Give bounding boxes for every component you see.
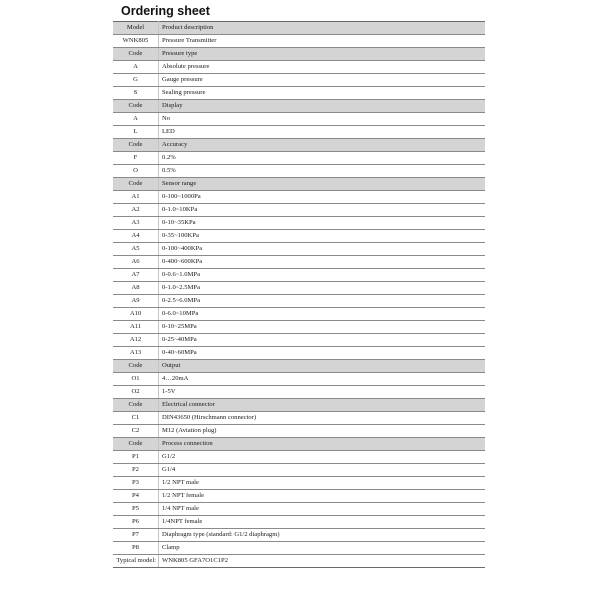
- description-cell: Sealing pressure: [159, 87, 486, 100]
- code-cell: A13: [113, 347, 159, 360]
- description-cell: 0-400~600KPa: [159, 256, 486, 269]
- code-cell: A11: [113, 321, 159, 334]
- description-cell: 0.5%: [159, 165, 486, 178]
- description-cell: 0-2.5~6.0MPa: [159, 295, 486, 308]
- table-row: [113, 230, 485, 243]
- table-row: [113, 295, 485, 308]
- code-cell: WNK805: [113, 35, 159, 48]
- table-section-header-row: [113, 438, 485, 451]
- code-cell: O: [113, 165, 159, 178]
- description-cell: 0.2%: [159, 152, 486, 165]
- description-cell: Display: [159, 100, 486, 113]
- code-cell: G: [113, 74, 159, 87]
- code-cell: L: [113, 126, 159, 139]
- description-cell: Electrical connector: [159, 399, 486, 412]
- sheet-title: Ordering sheet: [121, 4, 210, 18]
- table-section-header-row: [113, 178, 485, 191]
- ordering-table: [113, 21, 485, 568]
- code-cell: P8: [113, 542, 159, 555]
- description-cell: 0-10~35KPa: [159, 217, 486, 230]
- typical-model-label: Typical model:: [113, 555, 159, 568]
- table-row: [113, 503, 485, 516]
- code-cell: A: [113, 61, 159, 74]
- code-cell: A5: [113, 243, 159, 256]
- table-row: [113, 204, 485, 217]
- code-cell: P1: [113, 451, 159, 464]
- typical-model-value: WNK805 GFA7O1C1P2: [159, 555, 486, 568]
- description-cell: 0-6.0~10MPa: [159, 308, 486, 321]
- code-cell: Code: [113, 178, 159, 191]
- code-cell: C2: [113, 425, 159, 438]
- code-cell: C1: [113, 412, 159, 425]
- code-cell: P7: [113, 529, 159, 542]
- table-row: [113, 282, 485, 295]
- code-cell: F: [113, 152, 159, 165]
- description-cell: 0-100~400KPa: [159, 243, 486, 256]
- code-cell: O2: [113, 386, 159, 399]
- table-row: [113, 126, 485, 139]
- code-cell: A10: [113, 308, 159, 321]
- description-cell: Pressure type: [159, 48, 486, 61]
- table-row: [113, 269, 485, 282]
- table-row: [113, 165, 485, 178]
- code-cell: A8: [113, 282, 159, 295]
- description-cell: 1/4 NPT male: [159, 503, 486, 516]
- code-cell: A: [113, 113, 159, 126]
- table-section-header-row: [113, 360, 485, 373]
- table-row: [113, 412, 485, 425]
- code-cell: Code: [113, 399, 159, 412]
- description-cell: M12 (Aviation plug): [159, 425, 486, 438]
- code-cell: O1: [113, 373, 159, 386]
- table-row: [113, 451, 485, 464]
- table-row: [113, 464, 485, 477]
- description-cell: 0-100~1000Pa: [159, 191, 486, 204]
- code-cell: P6: [113, 516, 159, 529]
- code-cell: P3: [113, 477, 159, 490]
- description-cell: Diaphragm type (standard: G1/2 diaphragm): [159, 529, 486, 542]
- code-cell: P2: [113, 464, 159, 477]
- description-cell: DIN43650 (Hirschmann connector): [159, 412, 486, 425]
- table-row: [113, 35, 485, 48]
- code-cell: P4: [113, 490, 159, 503]
- table-row: [113, 191, 485, 204]
- description-cell: 1/4NPT female: [159, 516, 486, 529]
- code-cell: A2: [113, 204, 159, 217]
- table-section-header-row: [113, 399, 485, 412]
- code-cell: A9: [113, 295, 159, 308]
- code-cell: Code: [113, 139, 159, 152]
- table-row: [113, 152, 485, 165]
- table-row: [113, 308, 485, 321]
- table-row: [113, 516, 485, 529]
- code-cell: Code: [113, 360, 159, 373]
- description-cell: G1/2: [159, 451, 486, 464]
- description-cell: G1/4: [159, 464, 486, 477]
- table-section-header-row: [113, 22, 485, 35]
- code-cell: Code: [113, 48, 159, 61]
- table-row: [113, 256, 485, 269]
- table-row: [113, 61, 485, 74]
- code-cell: Code: [113, 438, 159, 451]
- table-section-header-row: [113, 48, 485, 61]
- typical-model-row: [113, 555, 485, 568]
- table-section-header-row: [113, 139, 485, 152]
- table-row: [113, 243, 485, 256]
- description-cell: Process connection: [159, 438, 486, 451]
- table-row: [113, 113, 485, 126]
- table-row: [113, 334, 485, 347]
- description-cell: Output: [159, 360, 486, 373]
- code-cell: Code: [113, 100, 159, 113]
- code-cell: A3: [113, 217, 159, 230]
- description-cell: 0-35~100KPa: [159, 230, 486, 243]
- description-cell: 0-40~60MPa: [159, 347, 486, 360]
- description-cell: 4…20mA: [159, 373, 486, 386]
- table-row: [113, 490, 485, 503]
- code-cell: A7: [113, 269, 159, 282]
- code-cell: S: [113, 87, 159, 100]
- code-cell: P5: [113, 503, 159, 516]
- description-cell: 0-1.0~2.5MPa: [159, 282, 486, 295]
- table-row: [113, 386, 485, 399]
- table-row: [113, 217, 485, 230]
- code-cell: A4: [113, 230, 159, 243]
- description-cell: 0-1.0~10KPa: [159, 204, 486, 217]
- description-cell: Gauge pressure: [159, 74, 486, 87]
- table-row: [113, 373, 485, 386]
- table-row: [113, 425, 485, 438]
- code-cell: A12: [113, 334, 159, 347]
- description-cell: 0-0.6~1.0MPa: [159, 269, 486, 282]
- description-cell: 0-10~25MPa: [159, 321, 486, 334]
- description-cell: LED: [159, 126, 486, 139]
- description-cell: Accuracy: [159, 139, 486, 152]
- table-row: [113, 542, 485, 555]
- description-cell: Clamp: [159, 542, 486, 555]
- table-row: [113, 529, 485, 542]
- table-row: [113, 347, 485, 360]
- code-cell: Model: [113, 22, 159, 35]
- description-cell: Sensor range: [159, 178, 486, 191]
- table-row: [113, 74, 485, 87]
- description-cell: Product description: [159, 22, 486, 35]
- description-cell: 1/2 NPT male: [159, 477, 486, 490]
- description-cell: 1-5V: [159, 386, 486, 399]
- code-cell: A1: [113, 191, 159, 204]
- description-cell: Absolute pressure: [159, 61, 486, 74]
- description-cell: Pressure Transmitter: [159, 35, 486, 48]
- ordering-table-body: [113, 22, 485, 568]
- table-row: [113, 321, 485, 334]
- description-cell: 0-25~40MPa: [159, 334, 486, 347]
- description-cell: No: [159, 113, 486, 126]
- table-row: [113, 477, 485, 490]
- code-cell: A6: [113, 256, 159, 269]
- description-cell: 1/2 NPT female: [159, 490, 486, 503]
- table-row: [113, 87, 485, 100]
- table-section-header-row: [113, 100, 485, 113]
